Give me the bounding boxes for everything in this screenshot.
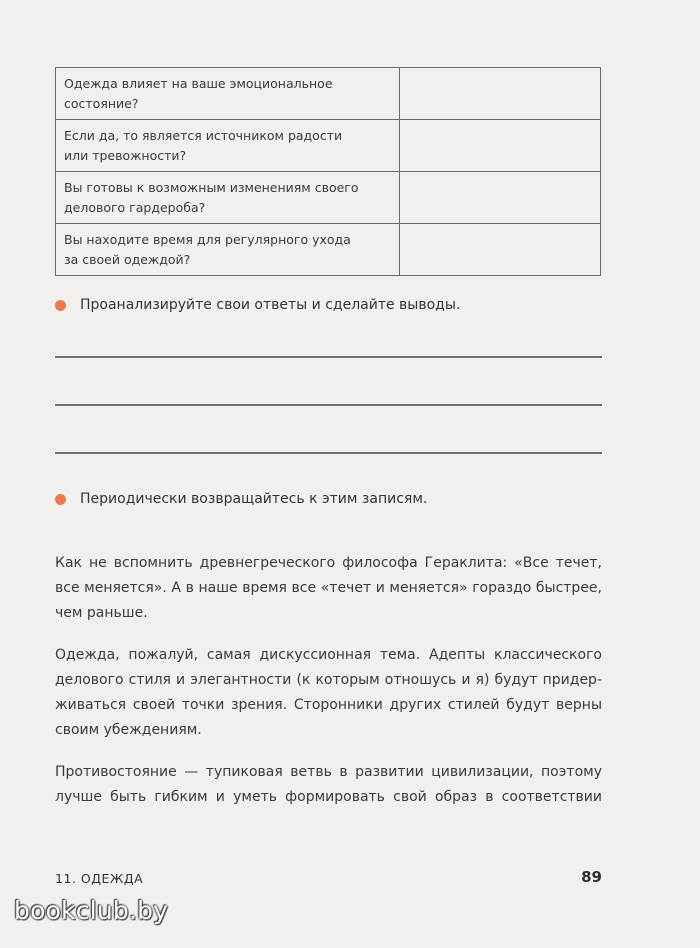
bullet-dot-icon bbox=[55, 300, 66, 311]
writing-line[interactable] bbox=[55, 452, 602, 454]
watermark-logo: bookclub.by bbox=[14, 896, 169, 925]
task-revisit bbox=[55, 491, 427, 507]
task-analyze bbox=[55, 297, 460, 313]
question-line: или тревожности? bbox=[64, 147, 187, 163]
question-line: состояние? bbox=[64, 95, 139, 111]
question-cell bbox=[56, 224, 400, 276]
body-paragraph bbox=[55, 760, 602, 810]
text-line: Противостояние — тупиковая ветвь в развитии цивилизации, поэтому bbox=[55, 764, 602, 780]
writing-line[interactable] bbox=[55, 404, 602, 406]
body-paragraph bbox=[55, 643, 602, 743]
table-row bbox=[56, 120, 601, 172]
question-line: делового гардероба? bbox=[64, 199, 206, 215]
text-line: своим убеждениям. bbox=[55, 722, 202, 738]
table-row bbox=[56, 172, 601, 224]
answer-cell[interactable] bbox=[400, 172, 601, 224]
text-line: Одежда, пожалуй, самая дискуссионная тема. Адепты классического bbox=[55, 647, 602, 663]
task-text: Периодически возвращайтесь к этим записям. bbox=[80, 491, 428, 507]
text-line: живаться своей точки зрения. Сторонники других стилей будут верны bbox=[55, 697, 602, 713]
answer-cell[interactable] bbox=[400, 120, 601, 172]
question-cell bbox=[56, 68, 400, 120]
table-row bbox=[56, 68, 601, 120]
text-line: чем раньше. bbox=[55, 605, 148, 621]
bullet-dot-icon bbox=[55, 494, 66, 505]
question-line: Вы готовы к возможным изменениям своего bbox=[64, 179, 359, 195]
table-row bbox=[56, 224, 601, 276]
text-line: лучше быть гибким и уметь формировать свой образ в соответствии bbox=[55, 789, 602, 805]
text-line: делового стиля и элегантности (к которым отношусь и я) будут придер- bbox=[55, 672, 602, 688]
question-line: Одежда влияет на ваше эмоциональное bbox=[64, 75, 333, 91]
answer-cell[interactable] bbox=[400, 68, 601, 120]
question-line: за своей одеждой? bbox=[64, 251, 191, 267]
chapter-label: 11. ОДЕЖДА bbox=[55, 871, 144, 886]
answer-cell[interactable] bbox=[400, 224, 601, 276]
text-line: все меняется». А в наше время все «течет и меняется» гораздо быстрее, bbox=[55, 580, 602, 596]
question-line: Вы находите время для регулярного ухода bbox=[64, 231, 351, 247]
question-line: Если да, то является источником радости bbox=[64, 127, 343, 143]
text-line: Как не вспомнить древнегреческого философа Гераклита: «Все течет, bbox=[55, 555, 602, 571]
question-cell bbox=[56, 120, 400, 172]
page-number: 89 bbox=[581, 868, 602, 886]
body-paragraph bbox=[55, 551, 602, 626]
writing-line[interactable] bbox=[55, 356, 602, 358]
question-cell bbox=[56, 172, 400, 224]
task-text: Проанализируйте свои ответы и сделайте выводы. bbox=[80, 297, 461, 313]
questionnaire-table bbox=[55, 67, 601, 276]
